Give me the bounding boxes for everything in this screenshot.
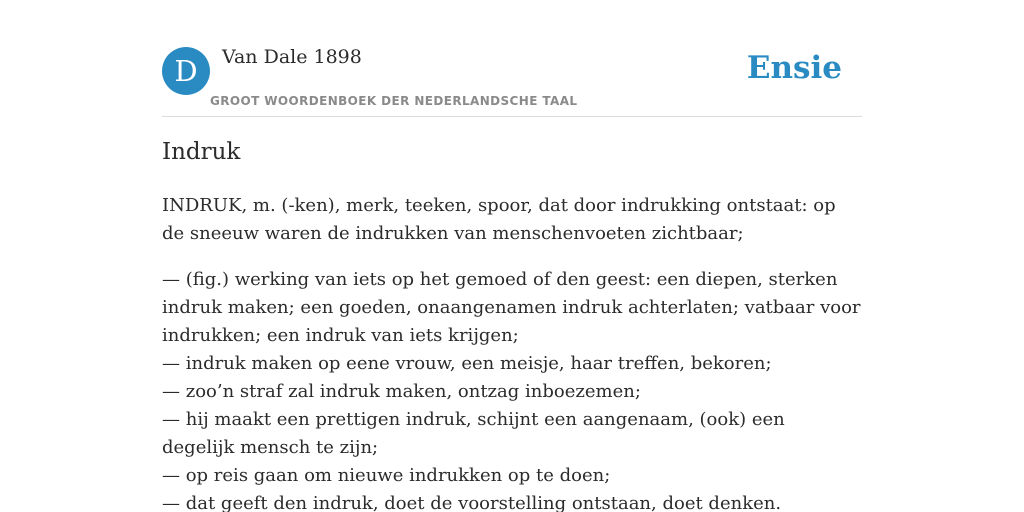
sense-line: — zoo’n straf zal indruk maken, ontzag inboezemen; <box>162 381 641 402</box>
page-title: Indruk <box>162 139 241 165</box>
sense-line: — (fig.) werking van iets op het gemoed of den geest: een diepen, sterken indruk maken; een goeden, onaangenamen indruk achterlaten; vatbaar voor indrukken; een indruk van iets krijgen; <box>162 269 861 346</box>
sense-line: — hij maakt een prettigen indruk, schijnt een aangenaam, (ook) een degelijk mensch te zijn; <box>162 409 785 458</box>
sense-line: — dat geeft den indruk, doet de voorstelling ontstaan, doet denken. <box>162 493 782 512</box>
entry-paragraph-senses <box>162 266 862 512</box>
sense-line: — op reis gaan om nieuwe indrukken op te doen; <box>162 465 611 486</box>
sense-line: — indruk maken op eene vrouw, een meisje, haar treffen, bekoren; <box>162 353 772 374</box>
entry-paragraph: INDRUK, m. (-ken), merk, teeken, spoor, dat door indrukking ontstaat: op de sneeuw waren de indrukken van menschenvoeten zichtbaar; <box>162 195 836 244</box>
source-name[interactable]: Van Dale 1898 <box>222 46 362 68</box>
entry-content <box>162 192 862 512</box>
source-avatar[interactable]: D <box>162 47 210 95</box>
header <box>162 0 862 117</box>
source-subtitle: GROOT WOORDENBOEK DER NEDERLANDSCHE TAAL <box>210 94 578 108</box>
brand-logo[interactable]: Ensie <box>746 50 842 86</box>
